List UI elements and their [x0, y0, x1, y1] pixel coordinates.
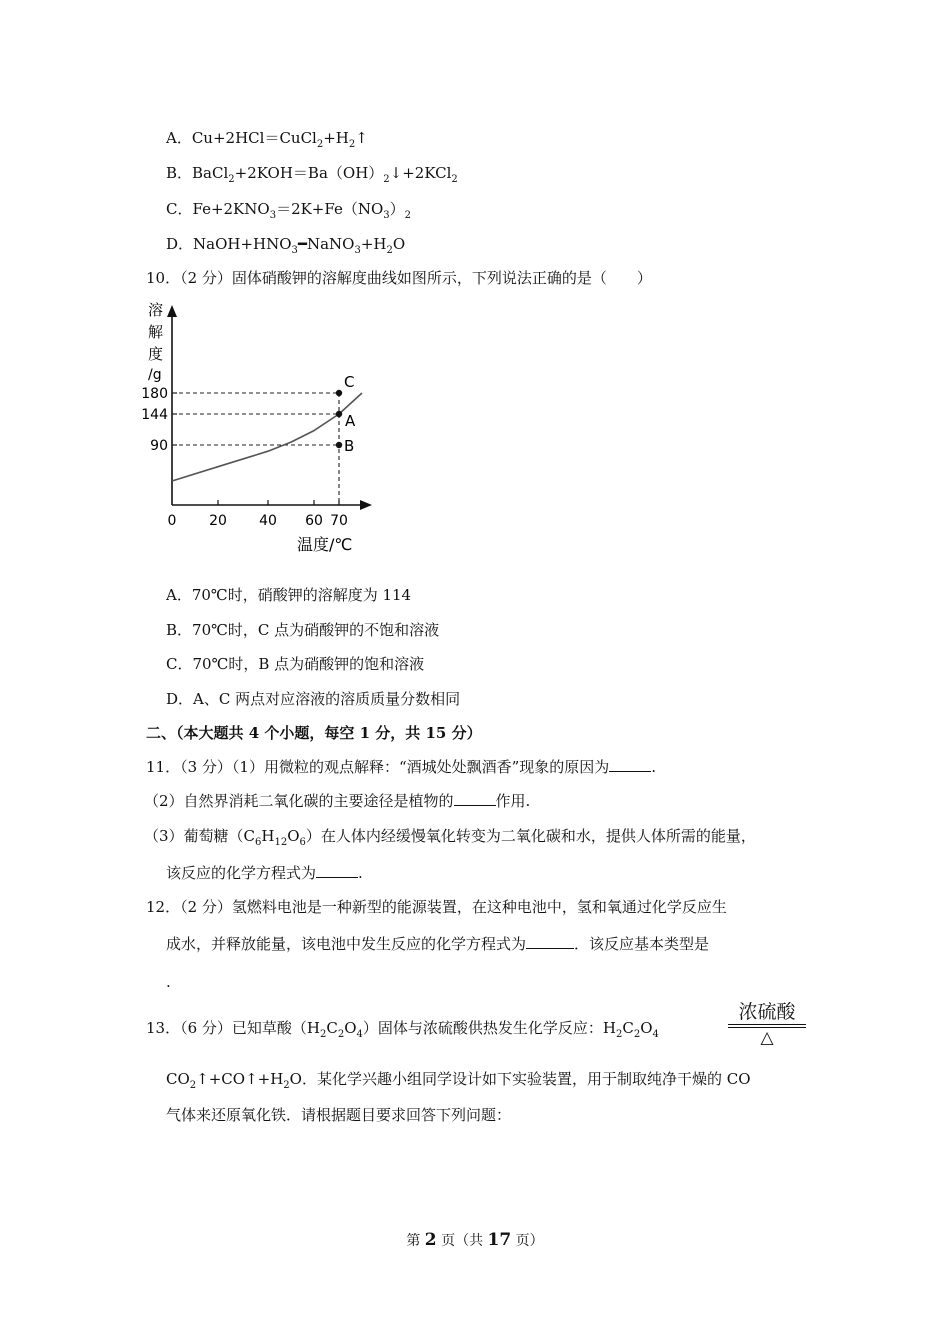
x-tick-label-0: 0	[167, 513, 177, 529]
y-label-char-2: 解	[148, 323, 164, 341]
q10-option-a: A．70℃时，硝酸钾的溶解度为 114	[166, 586, 412, 604]
q10-option-c: C．70℃时，B 点为硝酸钾的饱和溶液	[166, 655, 425, 673]
y-label-char-4: /g	[148, 367, 162, 383]
page-number: 2	[424, 1230, 437, 1250]
q12-line-3: .	[166, 973, 171, 991]
q11-line-4: 该反应的化学方程式为 .	[166, 864, 363, 882]
q9-option-c: C．$Fe+2KNO_3=2K+Fe(NO_3)_2$	[166, 200, 412, 221]
page-footer: 第 2 页（共 17 页）	[406, 1230, 544, 1250]
x-tick-label-40: 40	[259, 513, 277, 529]
q11-line-1: 11．（3 分）（1）用微粒的观点解释：“酒城处处飘酒香”现象的原因为 .	[146, 758, 657, 776]
q10-option-d: D．A、C 两点对应溶液的溶质质量分数相同	[166, 690, 461, 708]
y-tick-label-180: 180	[141, 386, 168, 402]
condition-heat: △	[760, 1028, 774, 1048]
y-axis-arrow	[167, 305, 177, 317]
point-B	[336, 442, 342, 448]
reaction-condition	[728, 1000, 806, 1048]
page-total: 17	[487, 1230, 512, 1250]
y-axis-label	[148, 301, 163, 383]
q10-option-b: B．70℃时，C 点为硝酸钾的不饱和溶液	[166, 621, 440, 639]
point-A	[336, 411, 342, 417]
q12-line-2: 成水，并释放能量，该电池中发生反应的化学方程式为 ．该反应基本类型是	[166, 935, 710, 953]
q12-line-1: 12．（2 分）氢燃料电池是一种新型的能源装置，在这种电池中，氢和氧通过化学反应生	[146, 898, 727, 916]
x-tick-label-70: 70	[330, 513, 348, 529]
x-axis-label: 温度/℃	[297, 535, 353, 554]
x-tick-label-20: 20	[209, 513, 227, 529]
q9-option-d: D．$NaOH+HNO_3━NaNO_3+H_2O$	[166, 235, 406, 256]
q13-line-3: 气体来还原氧化铁．请根据题目要求回答下列问题：	[166, 1106, 512, 1124]
q11-line-3: （3）葡萄糖$(C_6H_{12}O_6)$在人体内经缓慢氧化转变为二氧化碳和水，提供人体所需的能量，	[144, 827, 756, 848]
section-2-title: 二、（本大题共 4 个小题，每空 1 分，共 15 分）	[146, 724, 482, 742]
point-C	[336, 390, 342, 396]
q11-line-2: （2）自然界消耗二氧化碳的主要途径是植物的 作用.	[144, 792, 531, 810]
x-tick-label-60: 60	[305, 513, 323, 529]
point-label-B: B	[344, 437, 355, 455]
y-label-char-3: 度	[148, 345, 164, 363]
q9-option-b: B．$BaCl_2+2KOH=Ba(OH)_2↓+2KCl_2$	[166, 164, 458, 185]
solubility-curve	[172, 393, 362, 481]
x-axis-arrow	[360, 500, 372, 510]
point-label-A: A	[345, 412, 356, 430]
q9-option-a: A．$Cu+2HCl=CuCl_2+H_2↑$	[166, 129, 368, 150]
solubility-chart	[140, 295, 400, 560]
point-label-C: C	[344, 373, 355, 391]
q13-line-2: $CO_2↑+CO↑+H_2O$．某化学兴趣小组同学设计如下实验装置，用于制取纯净干燥的 CO	[166, 1070, 751, 1091]
y-tick-label-144: 144	[141, 407, 168, 423]
y-label-char-1: 溶	[148, 301, 164, 319]
q13-line-1: 13．（6 分）已知草酸$(H_2C_2O_4)$固体与浓硫酸供热发生化学反应：$H_2C_2O_4$	[146, 1019, 659, 1040]
q10-stem: 10．（2 分）固体硝酸钾的溶解度曲线如图所示，下列说法正确的是（ ）	[146, 269, 652, 287]
y-tick-label-90: 90	[150, 438, 168, 454]
condition-catalyst: 浓硫酸	[738, 1001, 796, 1023]
